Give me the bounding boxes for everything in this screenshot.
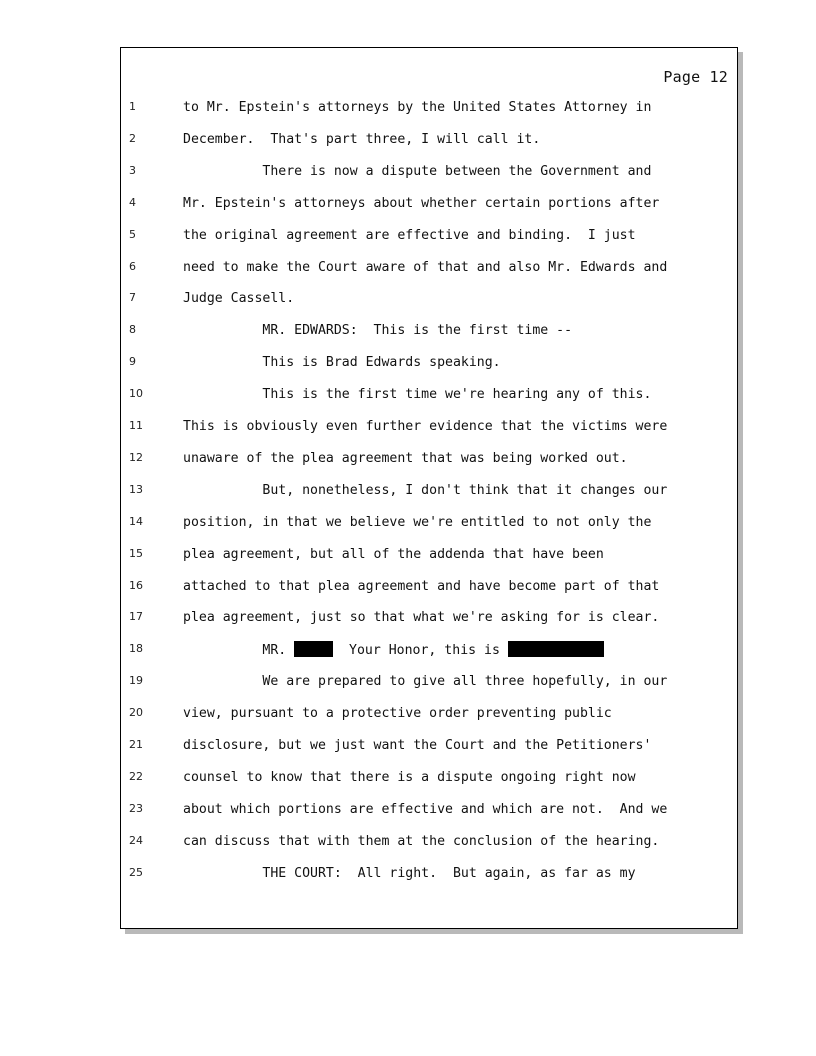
transcript-line — [121, 227, 737, 247]
line-number: 1 — [129, 100, 136, 113]
line-number: 14 — [129, 514, 143, 528]
line-text: plea agreement, but all of the addenda that have been — [183, 546, 604, 562]
line-number: 25 — [129, 865, 143, 879]
transcript-line — [121, 641, 737, 661]
line-number: 12 — [129, 450, 143, 464]
transcript-line — [121, 322, 737, 342]
line-text: plea agreement, just so that what we're asking for is clear. — [183, 610, 660, 626]
transcript-line — [121, 418, 737, 438]
speaker-intro: Your Honor, this is — [333, 643, 508, 659]
line-text: need to make the Court aware of that and also Mr. Edwards and — [183, 259, 668, 275]
transcript-line — [121, 705, 737, 725]
line-number: 17 — [129, 610, 143, 624]
transcript-line — [121, 801, 737, 821]
line-number: 2 — [129, 131, 136, 145]
line-text: view, pursuant to a protective order preventing public — [183, 706, 612, 722]
line-number: 5 — [129, 227, 136, 241]
line-text: There is now a dispute between the Government and — [183, 163, 652, 179]
line-number: 24 — [129, 833, 143, 847]
line-text — [183, 641, 604, 659]
line-text: position, in that we believe we're entitled to not only the — [183, 514, 652, 530]
transcript-line — [121, 769, 737, 789]
transcript-line — [121, 546, 737, 566]
transcript-line — [121, 482, 737, 502]
redaction-block — [294, 641, 333, 657]
line-number: 3 — [129, 163, 136, 177]
line-number: 4 — [129, 195, 136, 209]
line-number: 9 — [129, 355, 136, 369]
line-number: 13 — [129, 482, 143, 496]
line-text: THE COURT: All right. But again, as far as my — [183, 865, 636, 881]
line-text: This is Brad Edwards speaking. — [183, 355, 501, 371]
line-number: 22 — [129, 769, 143, 783]
line-number: 8 — [129, 323, 136, 337]
transcript-line — [121, 673, 737, 693]
transcript-line — [121, 195, 737, 215]
line-text: the original agreement are effective and binding. I just — [183, 227, 636, 243]
line-number: 18 — [129, 642, 143, 656]
transcript-line — [121, 865, 737, 885]
line-number: 11 — [129, 419, 143, 432]
line-text: This is obviously even further evidence that the victims were — [183, 419, 668, 434]
page-number: Page 12 — [663, 68, 728, 86]
line-text: MR. EDWARDS: This is the first time -- — [183, 323, 573, 339]
line-number: 15 — [129, 546, 143, 560]
line-text: can discuss that with them at the conclusion of the hearing. — [183, 833, 660, 849]
line-number: 10 — [129, 387, 143, 401]
line-number: 21 — [129, 738, 143, 751]
line-text: unaware of the plea agreement that was being worked out. — [183, 450, 628, 466]
line-text: counsel to know that there is a dispute ongoing right now — [183, 769, 636, 785]
line-text: This is the first time we're hearing any of this. — [183, 387, 652, 403]
transcript-line — [121, 450, 737, 470]
line-text: attached to that plea agreement and have become part of that — [183, 578, 660, 594]
line-text: We are prepared to give all three hopefully, in our — [183, 674, 668, 690]
line-number: 20 — [129, 706, 143, 720]
line-number: 6 — [129, 259, 136, 273]
line-text: But, nonetheless, I don't think that it changes our — [183, 482, 668, 498]
transcript-line — [121, 354, 737, 374]
redaction-block — [508, 641, 604, 657]
speaker-prefix: MR. — [183, 643, 295, 659]
line-number: 7 — [129, 291, 136, 305]
transcript-line — [121, 131, 737, 151]
line-number: 19 — [129, 674, 143, 688]
transcript-line — [121, 578, 737, 598]
line-number: 23 — [129, 801, 143, 815]
line-text: disclosure, but we just want the Court and the Petitioners' — [183, 738, 652, 753]
line-text: to Mr. Epstein's attorneys by the United States Attorney in — [183, 100, 652, 115]
line-number: 16 — [129, 578, 143, 592]
transcript-page — [120, 47, 738, 929]
transcript-line — [121, 99, 737, 119]
transcript-line — [121, 386, 737, 406]
transcript-line — [121, 609, 737, 629]
transcript-line — [121, 737, 737, 757]
transcript-line — [121, 259, 737, 279]
line-text: Judge Cassell. — [183, 291, 295, 307]
transcript-line — [121, 290, 737, 310]
transcript-line — [121, 163, 737, 183]
transcript-line — [121, 833, 737, 853]
line-text: about which portions are effective and which are not. And we — [183, 801, 668, 817]
line-text: December. That's part three, I will call it. — [183, 131, 541, 147]
line-text: Mr. Epstein's attorneys about whether certain portions after — [183, 195, 660, 211]
transcript-line — [121, 514, 737, 534]
